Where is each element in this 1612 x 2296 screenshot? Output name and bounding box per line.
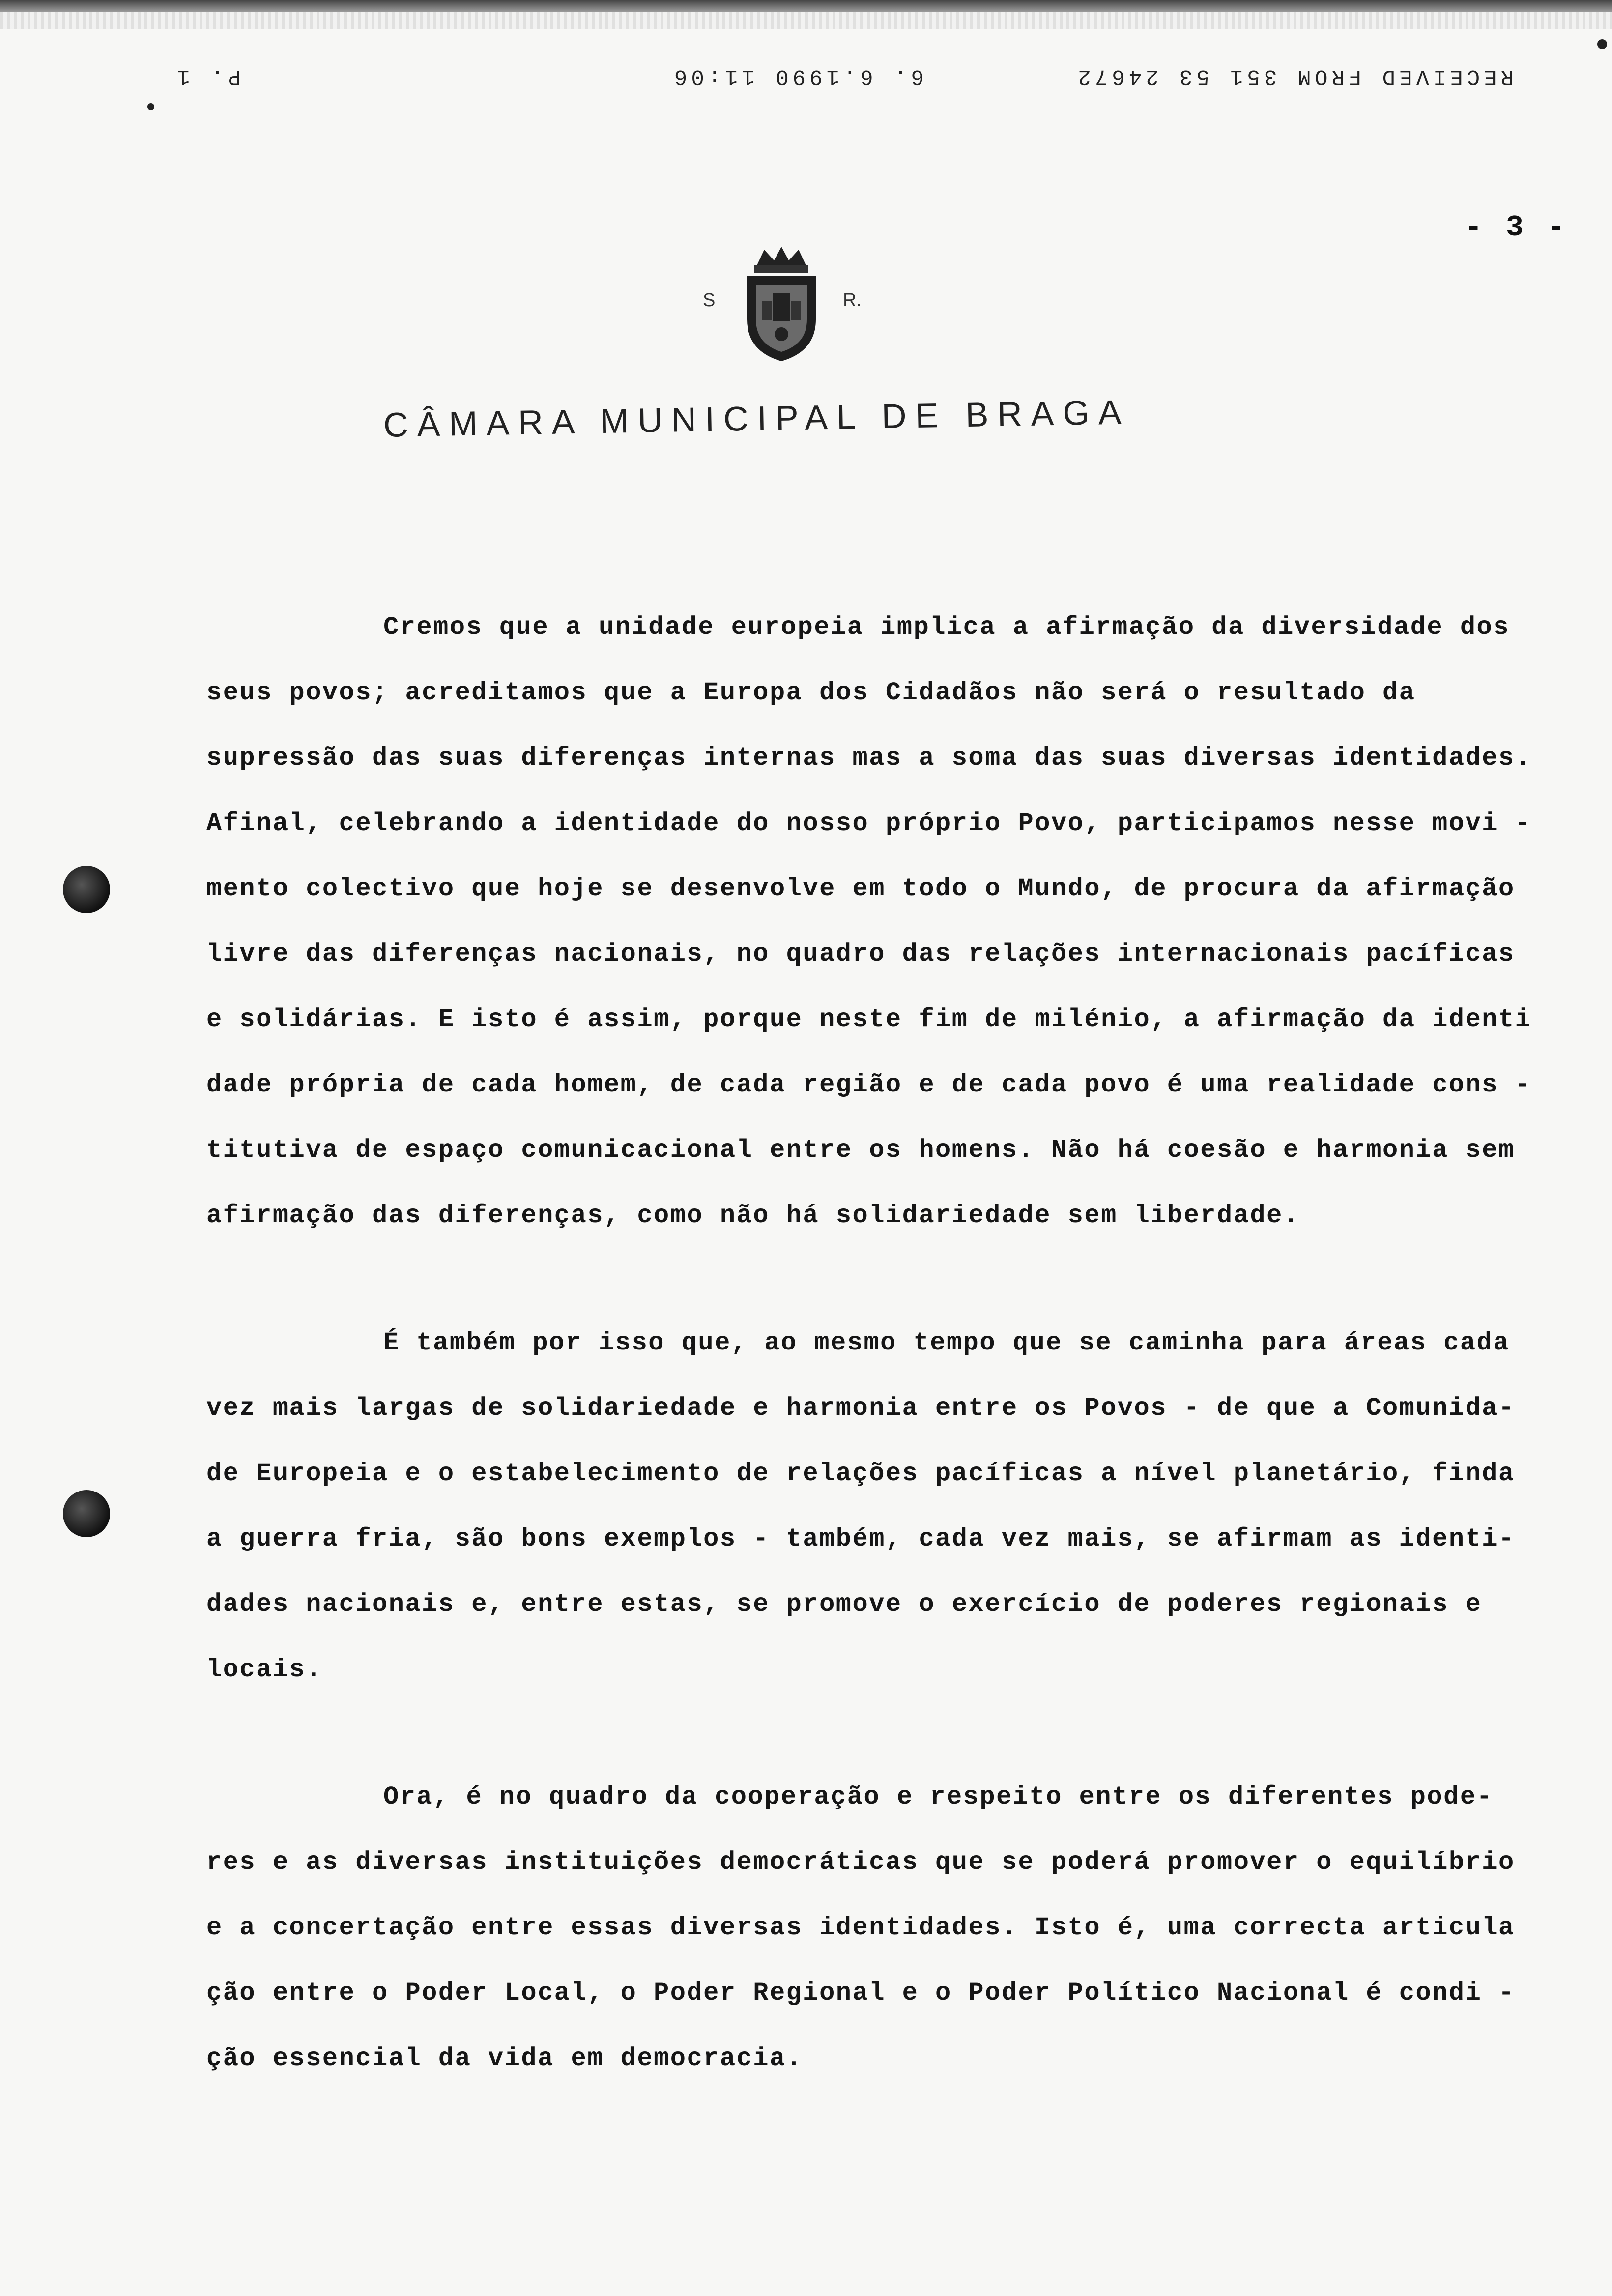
fax-page: P. 1	[173, 64, 241, 88]
crest-letter-r: R.	[843, 290, 862, 311]
punch-hole-icon	[63, 1490, 110, 1537]
text-line: dade própria de cada homem, de cada região e de cada povo é uma realidade cons -	[206, 1070, 1532, 1099]
text-line: de Europeia e o estabelecimento de relações pacíficas a nível planetário, finda	[206, 1459, 1515, 1488]
text-line: Cremos que a unidade europeia implica a afirmação da diversidade dos	[383, 613, 1510, 642]
text-line: supressão das suas diferenças internas mas a soma das suas diversas identidades.	[206, 744, 1532, 773]
text-line: afirmação das diferenças, como não há solidariedade sem liberdade.	[206, 1201, 1300, 1230]
fax-date-time: 6. 6.1990 11:06	[670, 64, 924, 88]
text-line: a guerra fria, são bons exemplos - também, cada vez mais, se afirmam as identi-	[206, 1524, 1515, 1553]
text-line: locais.	[206, 1655, 322, 1684]
text-line: mento colectivo que hoje se desenvolve em todo o Mundo, de procura da afirmação	[206, 874, 1515, 903]
text-line: ção essencial da vida em democracia.	[206, 2044, 803, 2073]
text-line: res e as diversas instituições democráticas que se poderá promover o equilíbrio	[206, 1848, 1515, 1877]
text-line: titutiva de espaço comunicacional entre os homens. Não há coesão e harmonia sem	[206, 1136, 1515, 1165]
scan-speck	[147, 103, 154, 110]
text-line: É também por isso que, ao mesmo tempo que se caminha para áreas cada	[383, 1328, 1510, 1357]
scan-speck	[1597, 39, 1607, 49]
fax-scan-noise	[0, 12, 1612, 29]
fax-sender: RECEIVED FROM 351 53 24672	[1074, 64, 1514, 88]
crest-letter-s: S	[703, 290, 716, 311]
punch-hole-icon	[63, 866, 110, 913]
text-line: Ora, é no quadro da cooperação e respeito entre os diferentes pode-	[383, 1782, 1494, 1811]
fax-header-bar	[0, 0, 1612, 12]
text-line: seus povos; acreditamos que a Europa dos Cidadãos não será o resultado da	[206, 678, 1416, 707]
paragraph-3	[206, 1764, 1533, 2091]
text-line: e a concertação entre essas diversas identidades. Isto é, uma correcta articula	[206, 1913, 1515, 1942]
paragraph-1	[206, 595, 1533, 1248]
text-line: dades nacionais e, entre estas, se promove o exercício de poderes regionais e	[206, 1590, 1482, 1619]
text-line: ção entre o Poder Local, o Poder Regional e o Poder Político Nacional é condi -	[206, 1979, 1515, 2008]
coat-of-arms-icon	[727, 246, 835, 364]
paragraph-2	[206, 1310, 1533, 1702]
text-line: vez mais largas de solidariedade e harmonia entre os Povos - de que a Comunida-	[206, 1394, 1515, 1423]
text-line: e solidárias. E isto é assim, porque neste fim de milénio, a afirmação da identi	[206, 1005, 1532, 1034]
page-number: - 3 -	[1464, 211, 1568, 245]
text-line: livre das diferenças nacionais, no quadro das relações internacionais pacíficas	[206, 940, 1515, 969]
letter-body	[206, 595, 1533, 2091]
text-line: Afinal, celebrando a identidade do nosso próprio Povo, participamos nesse movi -	[206, 809, 1532, 838]
letterhead: CÂMARA MUNICIPAL DE BRAGA	[383, 393, 1131, 444]
